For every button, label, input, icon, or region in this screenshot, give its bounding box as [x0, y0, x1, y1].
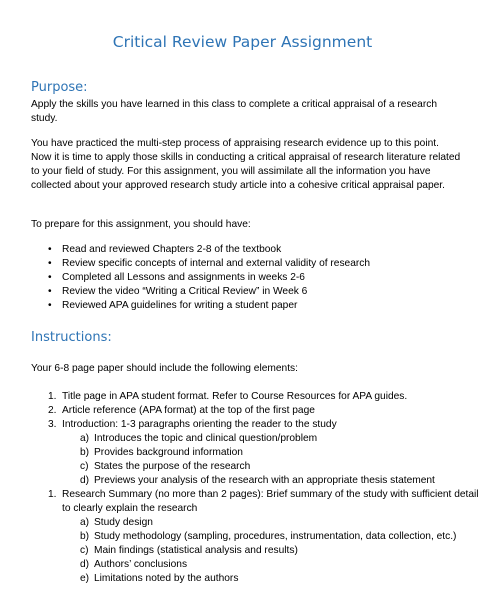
bullet-icon: • [48, 258, 52, 269]
bullet-icon: • [48, 244, 52, 255]
list-item: 3. Introduction: 1-3 paragraphs orienting the reader to the study [48, 419, 337, 430]
instructions-intro: Your 6-8 page paper should include the following elements: [31, 363, 298, 374]
list-item: 1. Title page in APA student format. Refer to Course Resources for APA guides. [48, 391, 408, 402]
list-item: d) Authors’ conclusions [80, 559, 188, 570]
bullet-icon: • [48, 300, 52, 311]
instructions-heading: Instructions: [31, 330, 112, 345]
list-item: a) Introduces the topic and clinical question/problem [80, 433, 318, 444]
list-item: 1. Research Summary (no more than 2 pages): Brief summary of the study with sufficient detail to clearly explain the research [48, 489, 479, 514]
purpose-paragraph-1: Apply the skills you have learned in this class to complete a critical appraisal of a research study. [31, 99, 438, 124]
list-item: • Review the video “Writing a Critical Review” in Week 6 [48, 286, 308, 297]
list-item: • Reviewed APA guidelines for writing a student paper [48, 300, 298, 311]
purpose-heading: Purpose: [31, 80, 88, 95]
purpose-paragraph-2: You have practiced the multi-step process of appraising research evidence up to this point. Now it is time to apply those skills in conducting a critical appraisal of research literature related to your field of study. For this assignment, you will assimilate all the information you have collected about your approved research study article into a cohesive critical appraisal paper. [31, 138, 461, 191]
list-item: • Read and reviewed Chapters 2-8 of the textbook [48, 244, 282, 255]
list-item: d) Previews your analysis of the research with an appropriate thesis statement [80, 475, 435, 486]
list-item: e) Limitations noted by the authors [80, 573, 239, 584]
bullet-icon: • [48, 286, 52, 297]
list-item: 2. Article reference (APA format) at the top of the first page [48, 405, 315, 416]
document-title: Critical Review Paper Assignment [112, 33, 373, 51]
list-item: a) Study design [80, 517, 153, 528]
list-item: • Completed all Lessons and assignments in weeks 2-6 [48, 272, 305, 283]
list-item: b) Study methodology (sampling, procedures, instrumentation, data collection, etc.) [80, 531, 457, 542]
bullet-icon: • [48, 272, 52, 283]
list-item: c) States the purpose of the research [80, 461, 251, 472]
list-item: b) Provides background information [80, 447, 243, 458]
list-item: c) Main findings (statistical analysis and results) [80, 545, 298, 556]
elements-list [48, 390, 482, 586]
list-item: • Review specific concepts of internal and external validity of research [48, 258, 371, 269]
preparation-list [48, 243, 370, 313]
purpose-paragraph-3: To prepare for this assignment, you should have: [31, 219, 251, 230]
